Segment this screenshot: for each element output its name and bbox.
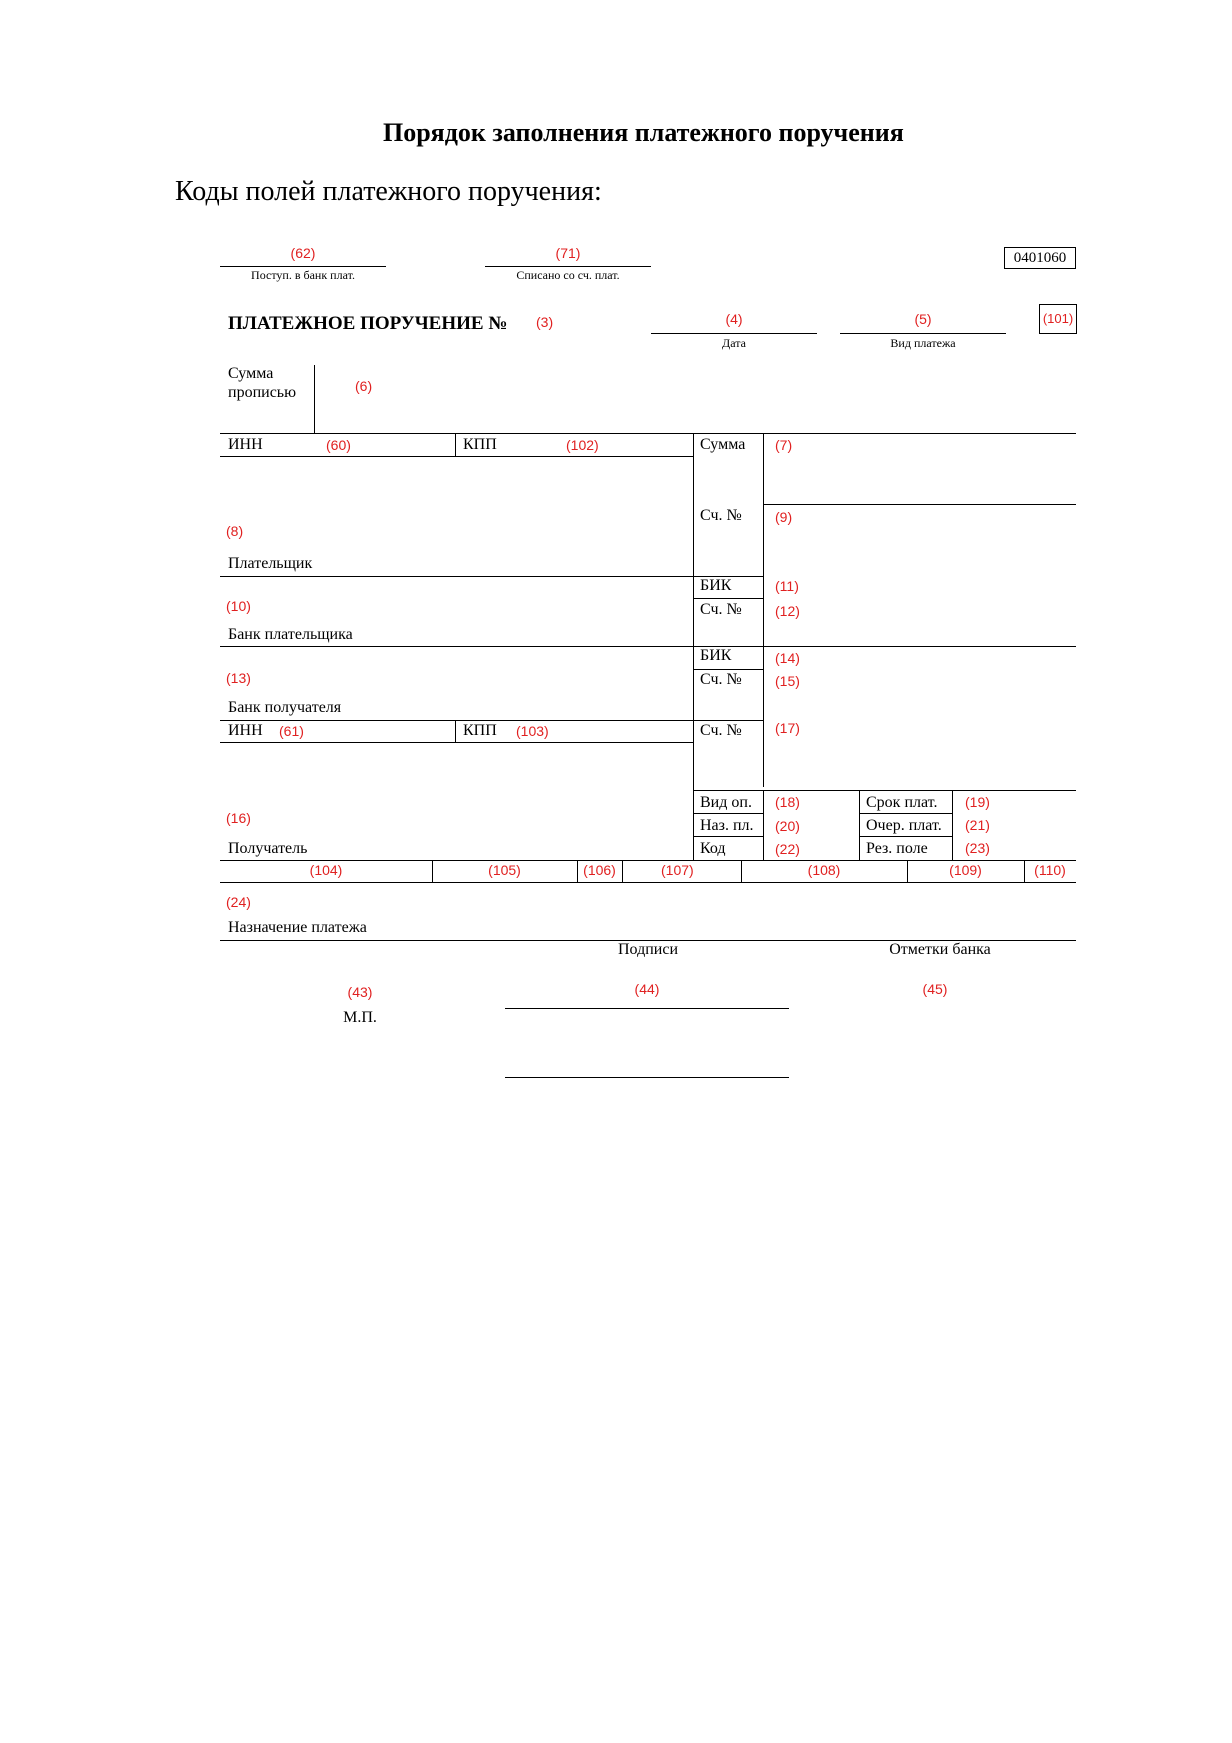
field-code-4: (4)	[725, 311, 743, 327]
op-row-line-1	[693, 813, 763, 814]
tax-row-bottom-line	[220, 882, 1076, 883]
field-code-61: (61)	[279, 723, 304, 739]
right-col-divider-1	[693, 433, 694, 721]
op-right-divider-2	[859, 790, 860, 860]
field-code-8: (8)	[226, 523, 244, 539]
field-code-17: (17)	[775, 720, 800, 736]
amount-words-label-1: Сумма	[228, 365, 274, 382]
bank-marks-label: Отметки банка	[889, 941, 991, 958]
payer-bank-label: Банк плательщика	[228, 626, 353, 643]
payer-bank-bottom-line	[220, 646, 1076, 647]
amount-words-divider	[314, 365, 315, 433]
field-code-12: (12)	[775, 603, 800, 619]
recipient-inn-row-line	[220, 742, 693, 743]
field-code-10: (10)	[226, 598, 251, 614]
op-type-label: Вид оп.	[700, 794, 752, 811]
recipient-bank-account-label: Сч. №	[700, 671, 742, 688]
purpose-label: Назначение платежа	[228, 919, 367, 936]
payer-bottom-line	[220, 576, 763, 577]
field-code-5: (5)	[914, 311, 932, 327]
table-top-line	[220, 433, 1076, 434]
field-code-43: (43)	[347, 984, 373, 1000]
field-code-11: (11)	[775, 578, 799, 594]
field-code-109: (109)	[949, 862, 982, 878]
debited-line	[485, 266, 651, 267]
field-code-110: (110)	[1034, 862, 1066, 878]
purpose-short-label: Наз. пл.	[700, 817, 754, 834]
recipient-bank-label: Банк получателя	[228, 699, 342, 716]
field-code-62: (62)	[290, 245, 316, 261]
term-label: Срок плат.	[866, 794, 938, 811]
inn-label: ИНН	[228, 436, 263, 453]
inn-row-line	[220, 456, 693, 457]
payment-type-label: Вид платежа	[890, 336, 956, 350]
field-code-20: (20)	[775, 818, 800, 834]
recipient-account-label: Сч. №	[700, 722, 742, 739]
page-title: Порядок заполнения платежного поручения	[383, 118, 904, 147]
term-row-line-1	[859, 813, 952, 814]
debited-label: Списано со сч. плат.	[516, 268, 620, 282]
recipient-right-col-divider-2	[763, 720, 764, 787]
field-code-103: (103)	[516, 723, 549, 739]
field-code-3: (3)	[536, 314, 554, 330]
recipient-bank-bottom-line	[220, 720, 763, 721]
form-code-box: 0401060	[1004, 247, 1076, 269]
payer-bank-account-label: Сч. №	[700, 601, 742, 618]
field-code-22: (22)	[775, 841, 800, 857]
op-right-divider-1	[763, 790, 764, 860]
right-col-divider-2	[763, 433, 764, 721]
field-code-18: (18)	[775, 794, 800, 810]
field-code-60: (60)	[326, 437, 351, 453]
order-label: Очер. плат.	[866, 817, 942, 834]
recipient-inn-kpp-divider	[455, 720, 456, 743]
field-code-7: (7)	[775, 437, 793, 453]
op-row-line-2	[693, 836, 763, 837]
recipient-bik-label: БИК	[700, 647, 732, 664]
date-label: Дата	[722, 336, 746, 350]
field-code-71: (71)	[555, 245, 581, 261]
stamp-label: М.П.	[343, 1009, 377, 1026]
received-label: Поступ. в банк плат.	[251, 268, 355, 282]
field-code-104: (104)	[309, 862, 343, 878]
field-code-19: (19)	[965, 794, 990, 810]
op-type-top-line	[693, 790, 1076, 791]
field-code-6: (6)	[355, 378, 373, 394]
field-code-13: (13)	[226, 670, 251, 686]
signatures-label: Подписи	[617, 941, 679, 958]
payer-bik-label: БИК	[700, 577, 732, 594]
page-subtitle: Коды полей платежного поручения:	[175, 176, 602, 207]
inn-kpp-divider	[455, 433, 456, 457]
payer-label: Плательщик	[228, 555, 313, 572]
field-code-107: (107)	[661, 862, 694, 878]
bik-row-line-1	[693, 598, 763, 599]
field-code-105: (105)	[488, 862, 521, 878]
amount-words-label-2: прописью	[228, 384, 297, 401]
code-label: Код	[700, 840, 726, 857]
payment-type-line	[840, 333, 1006, 334]
date-line	[651, 333, 817, 334]
field-code-44: (44)	[634, 981, 660, 997]
recipient-kpp-label: КПП	[463, 722, 497, 739]
reserve-label: Рез. поле	[866, 840, 928, 857]
field-code-108: (108)	[807, 862, 841, 878]
field-code-16: (16)	[226, 810, 251, 826]
field-code-9: (9)	[775, 509, 793, 525]
recipient-inn-label: ИНН	[228, 722, 263, 739]
payer-account-label: Сч. №	[700, 507, 742, 524]
term-row-line-2	[859, 836, 952, 837]
field-code-102: (102)	[566, 437, 599, 453]
op-right-divider-3	[952, 790, 953, 860]
signature-line-2	[505, 1077, 789, 1078]
tax-divider-3	[622, 860, 623, 882]
field-code-101-box: (101)	[1039, 304, 1077, 334]
field-code-21: (21)	[965, 817, 990, 833]
order-title: ПЛАТЕЖНОЕ ПОРУЧЕНИЕ №	[228, 313, 508, 334]
sum-label: Сумма	[700, 436, 746, 453]
field-code-23: (23)	[965, 840, 990, 856]
field-code-45: (45)	[922, 981, 948, 997]
field-code-24: (24)	[226, 894, 251, 910]
signature-line-1	[505, 1008, 789, 1009]
field-code-15: (15)	[775, 673, 800, 689]
recipient-label: Получатель	[228, 840, 308, 857]
bik-row-line-2	[693, 669, 763, 670]
kpp-label: КПП	[463, 436, 497, 453]
sum-bottom-line	[763, 504, 1076, 505]
field-code-106: (106)	[583, 862, 616, 878]
field-code-14: (14)	[775, 650, 800, 666]
tax-row-top-line	[220, 860, 1076, 861]
received-line	[220, 266, 386, 267]
